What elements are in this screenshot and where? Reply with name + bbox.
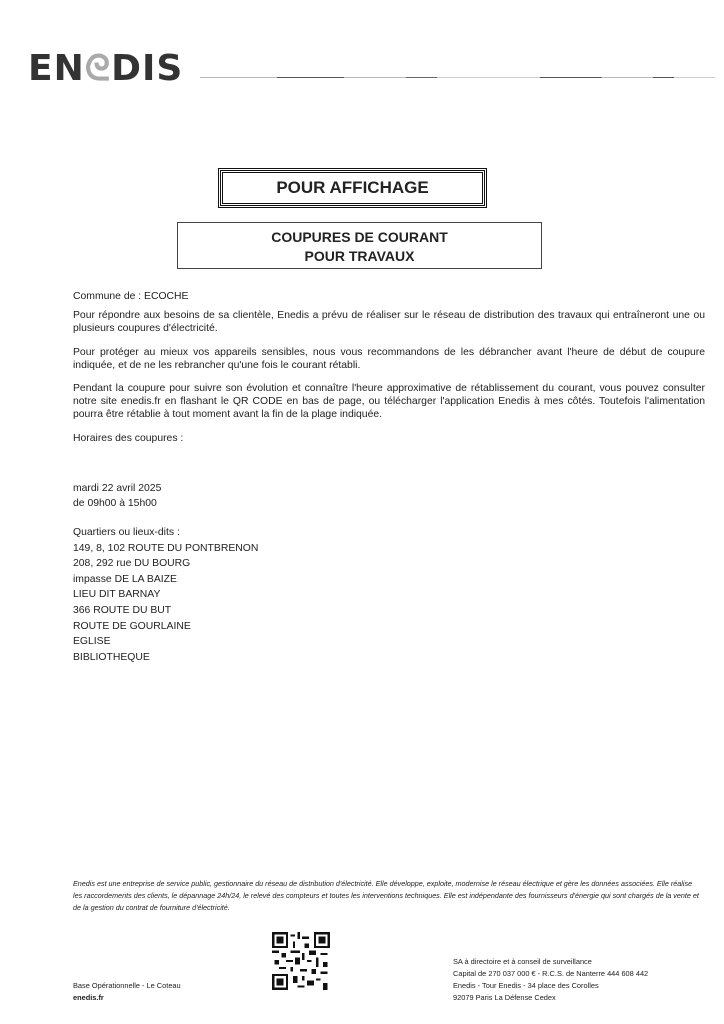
places-list [73,525,705,665]
place-item: EGLISE [73,636,111,648]
places-label: Quartiers ou lieux-dits : [73,527,180,538]
footer-legal [453,956,648,1004]
legal-line: 92079 Paris La Défense Cedex [453,993,556,1002]
subtitle-line2: POUR TRAVAUX [304,248,415,264]
footer-left [73,980,181,1004]
footer-base: Base Opérationnelle - Le Coteau [73,981,181,990]
legal-line: Capital de 270 037 000 € - R.C.S. de Nanterre 444 608 442 [453,969,649,978]
paragraph-1: Pour répondre aux besoins de sa clientèle, Enedis a prévu de réaliser sur le réseau de distribution des travaux qui entraîneront une ou plusieurs coupures d'électricité. [73,310,705,334]
horaires-label: Horaires des coupures : [73,433,184,444]
qr-code[interactable] [272,932,330,990]
place-item: 208, 292 rue DU BOURG [73,558,191,570]
header-rule [200,77,715,78]
subtitle-line1: COUPURES DE COURANT [271,229,448,245]
title-box: POUR AFFICHAGE [220,170,485,206]
footer-about: Enedis est une entreprise de service public, gestionnaire du réseau de distribution d'électricité. Elle développe, exploite, modernise le réseau électrique et gère les données associées. Elle réalise les raccordements des clients, le dépannage 24h/24, le relevé des compteurs et toutes les interventions techniques. Elle est indépendante des fournisseurs d'énergie qui sont chargés de la vente et de la gestion du contrat de fourniture d'électricité. [73,879,699,912]
legal-line: Enedis - Tour Enedis - 34 place des Corolles [453,981,599,990]
place-item: BIBLIOTHEQUE [73,651,150,663]
commune: Commune de : ECOCHE [73,291,189,302]
place-item: 149, 8, 102 ROUTE DU PONTBRENON [73,542,259,554]
enedis-logo: ENᘓDIS [28,48,184,89]
footer-site-link[interactable]: enedis.fr [73,993,104,1002]
legal-line: SA à directoire et à conseil de surveillance [453,957,592,966]
place-item: 366 ROUTE DU BUT [73,604,172,616]
time-range: de 09h00 à 15h00 [73,498,157,509]
subtitle-box [177,222,542,269]
date: mardi 22 avril 2025 [73,483,162,494]
place-item: impasse DE LA BAIZE [73,573,177,585]
place-item: LIEU DIT BARNAY [73,589,161,601]
place-item: ROUTE DE GOURLAINE [73,620,191,632]
paragraph-2: Pour protéger au mieux vos appareils sensibles, nous vous recommandons de les débrancher avant l'heure de début de coupure indiquée, et de ne les rebrancher qu'une fois le courant rétabli. [73,347,705,371]
paragraph-3: Pendant la coupure pour suivre son évolution et connaître l'heure approximative de rétablissement du courant, vous pouvez consulter notre site enedis.fr en flashant le QR CODE en bas de page, ou télécharger l'application Enedis à mes côtés. Toutefois l'alimentation pourra être rétablie à tout moment avant la fin de la plage indiquée. [73,383,705,420]
